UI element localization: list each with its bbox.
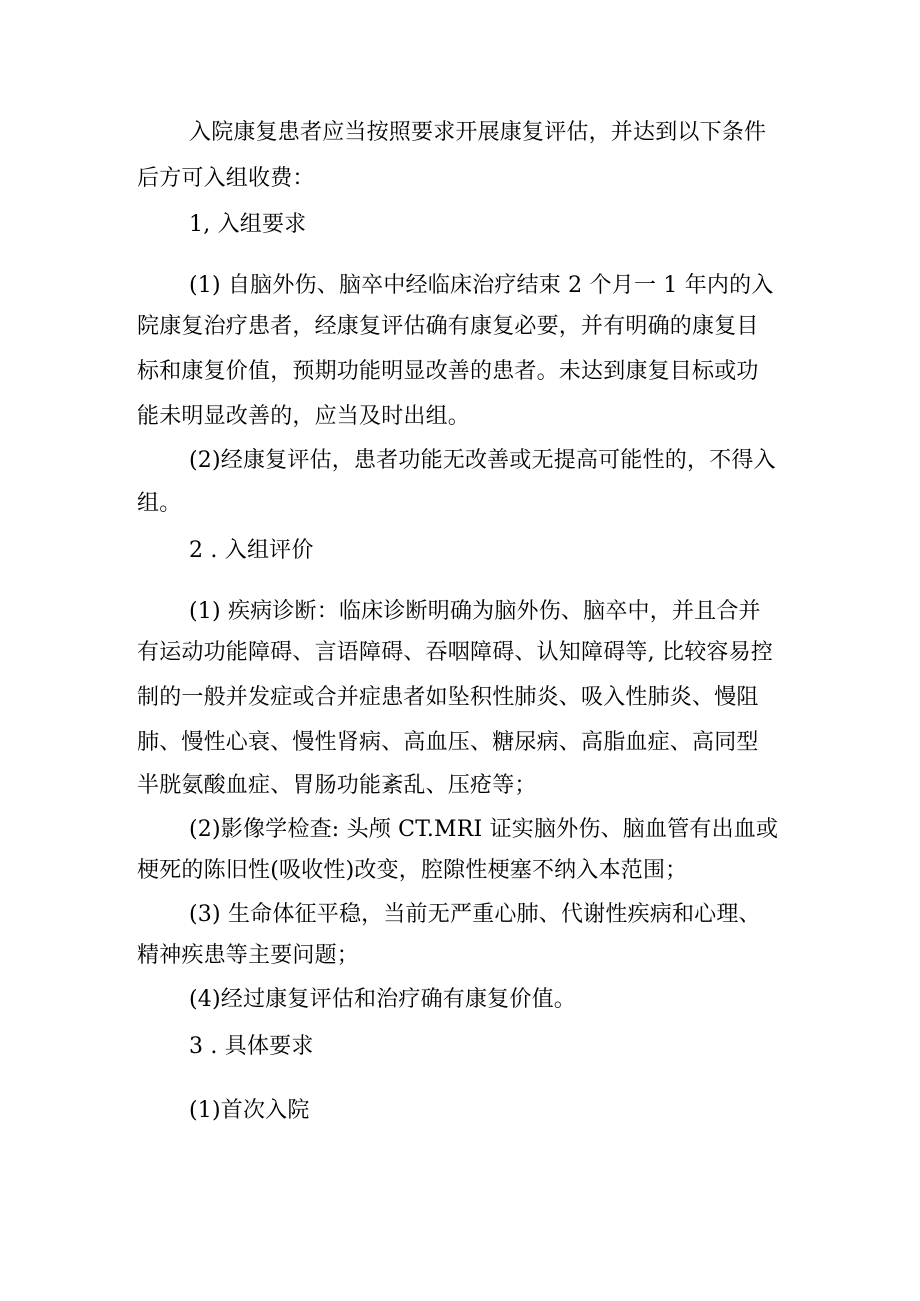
section2-heading: 2 . 入组评价: [189, 538, 314, 563]
section2-item1-line-1: (1) 疾病诊断：临床诊断明确为脑外伤、脑卒中，并且合并: [189, 599, 761, 624]
section2-item3-line-1: (3) 生命体征平稳，当前无严重心肺、代谢性疾病和心理、: [189, 902, 761, 927]
section2-item1-line-5: 半胱氨酸血症、胃肠功能紊乱、压疮等；: [137, 773, 537, 798]
section2-item1-line-3: 制的一般并发症或合并症患者如坠积性肺炎、吸入性肺炎、慢阻: [137, 685, 759, 710]
section1-item2-line-2: 组。: [137, 491, 182, 516]
section2-item3-line-2: 精神疾患等主要问题；: [137, 943, 360, 968]
section2-item2-line-1: (2)影像学检查: 头颅 CT.MRI 证实脑外伤、脑血管有出血或: [189, 817, 779, 842]
section2-item2-line-2: 梗死的陈旧性(吸收性)改变，腔隙性梗塞不纳入本范围；: [137, 858, 688, 883]
section1-item1-line-4: 能未明显改善的，应当及时出组。: [137, 404, 471, 429]
section1-item1-line-3: 标和康复价值，预期功能明显改善的患者。未达到康复目标或功: [137, 359, 759, 384]
section1-item1-line-2: 院康复治疗患者，经康复评估确有康复必要，并有明确的康复目: [137, 314, 759, 339]
section2-item1-line-2: 有运动功能障碍、言语障碍、吞咽障碍、认知障碍等, 比较容易控: [137, 640, 773, 665]
intro-line-1: 入院康复患者应当按照要求开展康复评估，并达到以下条件: [189, 120, 767, 145]
section1-heading: 1, 入组要求: [189, 212, 307, 237]
section3-item1-line-1: (1)首次入院: [189, 1098, 310, 1123]
section2-item4-line-1: (4)经过康复评估和治疗确有康复价值。: [189, 987, 576, 1012]
intro-line-2: 后方可入组收费：: [137, 166, 315, 191]
section1-item1-line-1: (1) 自脑外伤、脑卒中经临床治疗结束 2 个月一 1 年内的入: [189, 273, 774, 298]
section3-heading: 3 . 具体要求: [189, 1034, 314, 1059]
section1-item2-line-1: (2)经康复评估，患者功能无改善或无提高可能性的，不得入: [189, 448, 776, 473]
section2-item1-line-4: 肺、慢性心衰、慢性肾病、高血压、糖尿病、高脂血症、高同型: [137, 730, 759, 755]
